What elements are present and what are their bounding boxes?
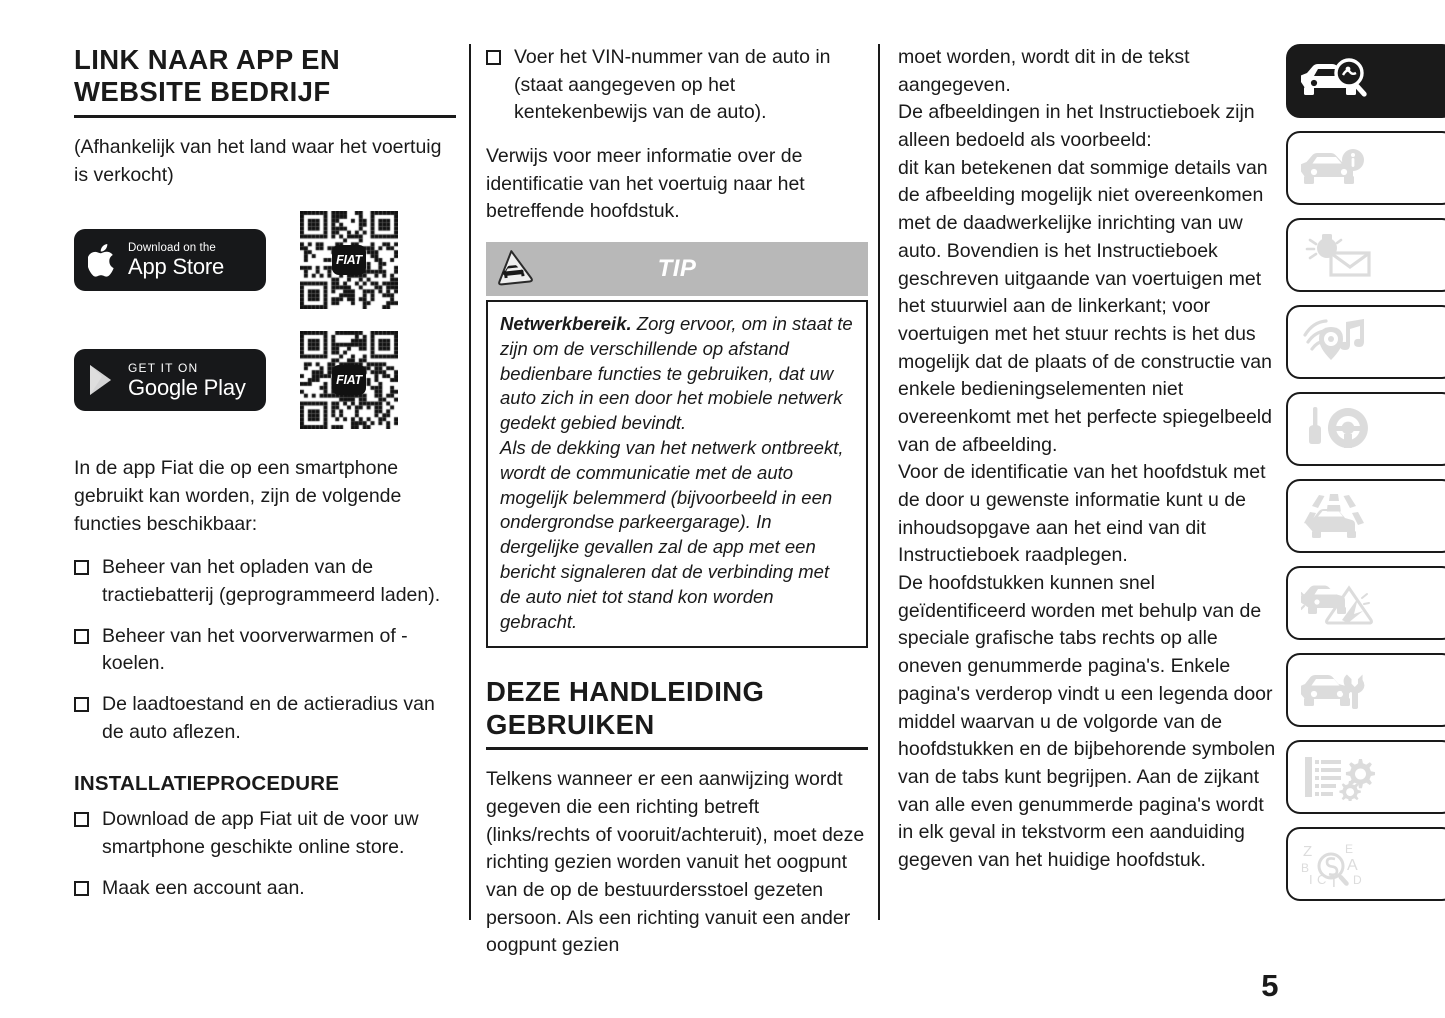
column-3	[898, 44, 1276, 875]
column-1	[74, 44, 456, 903]
store-badges	[74, 211, 456, 429]
list-item	[486, 44, 868, 127]
col3-paragraph-2: De afbeeldingen in het Instructieboek zijn alleen bedoeld als voorbeeld:	[898, 101, 1255, 152]
tip-paragraph-1	[500, 312, 854, 436]
square-bullet-icon	[486, 50, 501, 65]
square-bullet-icon	[74, 560, 89, 575]
col3-paragraph-4: Voor de identificatie van het hoofdstuk met de door u gewenste informatie kunt u de inhoudsopgave aan het eind van dit Instructieboek raadplegen.	[898, 461, 1266, 567]
google-play-big-label: Google Play	[128, 374, 246, 400]
section-rule	[486, 747, 868, 750]
list-item-label: Beheer van het voorverwarmen of -koelen.	[102, 624, 408, 675]
installation-steps-list	[74, 806, 456, 902]
list-gears-icon	[1301, 753, 1375, 801]
google-play-small-label: GET IT ON	[128, 360, 199, 375]
tab-technical-specifications[interactable]	[1286, 740, 1445, 814]
fiat-logo-app-store: FIAT	[332, 245, 366, 275]
column-divider-1	[469, 44, 471, 920]
tab-alphabetical-index[interactable]	[1286, 827, 1445, 901]
gearshift-steering-wheel-icon	[1301, 405, 1375, 453]
app-store-label	[128, 242, 224, 278]
col3-paragraph-5: De hoofdstukken kunnen snel geïdentificeerd worden met behulp van de speciale grafische tabs rechts op alle oneven genummerde pagina's. Enkele pagina's verderop vindt u een legenda door middel waarvan u de volgorde van de hoofdstukken en de bijbehorende symbolen van de tabs kunt begrijpen. Aan de zijkant van alle even genummerde pagina's wordt in elk geval in tekstvorm een aanduiding gegeven van het huidige hoofdstuk.	[898, 572, 1276, 871]
column-2	[486, 44, 868, 976]
tip-paragraph-2: Als de dekking van het netwerk ontbreekt, wordt de communicatie met de auto mogelijk belemmerd (bijvoorbeeld in een ondergrondse parkeergarage). In dergelijke gevallen zal de app met een bericht signaleren dat de verbinding met de auto niet tot stand kon worden gebracht.	[500, 437, 844, 632]
list-item-label: De laadtoestand en de actieradius van de auto aflezen.	[102, 693, 435, 743]
chapter-tabs	[1286, 44, 1445, 914]
list-item-label: Voer het VIN-nummer van de auto in (staat aangegeven op het kentekenbewijs van de auto).	[514, 46, 831, 124]
title-rule	[74, 115, 456, 118]
badge-row-app-store	[74, 211, 456, 309]
page-number: 5	[1261, 968, 1279, 1003]
app-functions-intro: In de app Fiat die op een smartphone gebruikt kan worden, zijn de volgende functies beschikbaar:	[74, 457, 402, 535]
apple-logo-icon	[88, 242, 118, 278]
car-wrench-icon	[1301, 667, 1375, 713]
col3-paragraph-3: dit kan betekenen dat sommige details van de afbeelding mogelijk niet overeenkomen met de daadwerkelijke inrichting van uw auto. Bovendien is het Instructieboek geschreven uitgaande van voertuigen met het stuurwiel aan de linkerkant; voor voertuigen met het stuur rechts is het dus mogelijk dat de plaats of de constructie van enkele bedieningselementen niet overeenkomt met het perfecte spiegelbeeld van de afbeelding.	[898, 156, 1272, 456]
google-play-button[interactable]	[74, 349, 266, 411]
app-store-big-label: App Store	[128, 254, 225, 280]
tab-dashboard-info[interactable]	[1286, 131, 1445, 205]
list-item	[74, 806, 456, 861]
tab-infotainment[interactable]	[1286, 305, 1445, 379]
lane-assist-car-icon	[1301, 492, 1375, 540]
breakdown-warning-triangle-icon	[1301, 580, 1375, 626]
list-item-label: Beheer van het opladen van de tractiebatterij (geprogrammeerd laden).	[102, 556, 441, 606]
tip-body	[486, 300, 868, 648]
col3-paragraph-1: moet worden, wordt dit in de tekst aangegeven.	[898, 46, 1190, 96]
list-item	[74, 875, 456, 903]
list-item	[74, 691, 456, 746]
list-item	[74, 623, 456, 678]
svg-text:E: E	[1345, 842, 1354, 856]
svg-text:C: C	[1317, 872, 1327, 887]
google-play-label	[128, 362, 246, 399]
svg-text:I: I	[1309, 872, 1313, 887]
wifi-music-pin-icon	[1301, 318, 1375, 366]
svg-text:B: B	[1301, 861, 1310, 875]
square-bullet-icon	[74, 697, 89, 712]
installation-subheading: INSTALLATIEPROCEDURE	[74, 772, 340, 796]
car-magnifier-icon	[1301, 58, 1375, 104]
installation-steps-continued	[486, 44, 868, 127]
intro-paragraph: (Afhankelijk van het land waar het voertuig is verkocht)	[74, 135, 442, 186]
badge-row-google-play	[74, 331, 456, 429]
google-play-triangle-icon	[88, 363, 118, 397]
section-heading-manual: DEZE HANDLEIDING GEBRUIKEN	[486, 676, 765, 740]
app-store-small-label: Download on the	[128, 242, 216, 255]
tip-text-1: Zorg ervoor, om in staat te zijn om de verschillende op afstand bedienbare functies te gebruiken, dat uw auto zich in een door het mobiele netwerk gedekt gebied bevindt.	[500, 313, 853, 434]
tip-label: TIP	[657, 255, 697, 283]
vin-reference-paragraph: Verwijs voor meer informatie over de identificatie van het voertuig naar het betreffende hoofdstuk.	[486, 145, 805, 223]
list-item	[74, 554, 456, 609]
tab-emergency[interactable]	[1286, 566, 1445, 640]
tip-header	[486, 242, 868, 296]
app-functions-list	[74, 554, 456, 746]
alphabetical-index-magnifier-icon	[1301, 840, 1375, 888]
page-title: LINK NAAR APP EN WEBSITE BEDRIJF	[74, 44, 341, 108]
direction-paragraph: Telkens wanneer er een aanwijzing wordt gegeven die een richting betreft (links/rechts of vooruit/achteruit), moet deze richting gezien worden vanuit het oogpunt van de op de bestuurdersstoel gezeten persoon. Als een richting vanuit een ander oogpunt gezien	[486, 768, 865, 957]
tab-lights-signals[interactable]	[1286, 218, 1445, 292]
square-bullet-icon	[74, 812, 89, 827]
qr-code-app-store[interactable]	[300, 211, 398, 309]
car-info-icon	[1301, 145, 1375, 191]
svg-text:Z: Z	[1303, 843, 1313, 860]
square-bullet-icon	[74, 881, 89, 896]
svg-text:A: A	[1347, 857, 1358, 874]
svg-text:T: T	[1329, 874, 1339, 888]
tip-bold-lead: Netwerkbereik.	[500, 313, 632, 335]
tab-maintenance[interactable]	[1286, 653, 1445, 727]
tab-getting-to-know-the-car[interactable]	[1286, 44, 1445, 118]
square-bullet-icon	[74, 629, 89, 644]
tab-starting-driving[interactable]	[1286, 392, 1445, 466]
fiat-logo-google-play: FIAT	[332, 365, 366, 395]
app-store-button[interactable]	[74, 229, 266, 291]
column-divider-2	[878, 44, 880, 920]
qr-code-google-play[interactable]	[300, 331, 398, 429]
tab-driver-assistance[interactable]	[1286, 479, 1445, 553]
light-envelope-icon	[1301, 231, 1375, 279]
svg-text:D: D	[1353, 873, 1362, 887]
list-item-label: Download de app Fiat uit de voor uw smartphone geschikte online store.	[102, 808, 419, 859]
list-item-label: Maak een account aan.	[102, 876, 305, 899]
